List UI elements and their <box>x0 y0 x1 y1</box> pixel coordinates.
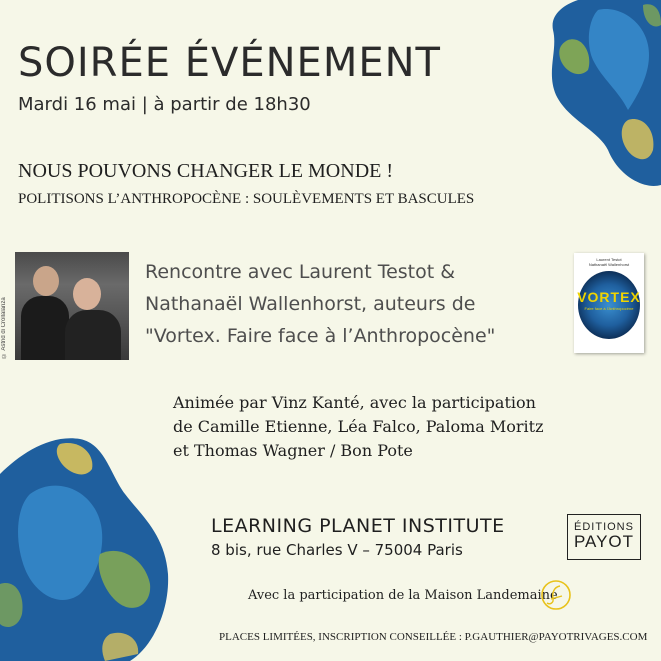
watercolor-globe-bottom-left <box>0 434 170 661</box>
meeting-line: Nathanaël Wallenhorst, auteurs de <box>145 293 476 315</box>
event-title: SOIRÉE ÉVÉNEMENT <box>18 40 441 86</box>
book-authors: Laurent Testot Nathanaël Wallenhorst <box>588 257 630 267</box>
footer-info: PLACES LIMITÉES, INSCRIPTION CONSEILLÉE : P.GAUTHIER@PAYOTRIVAGES.COM <box>219 631 648 643</box>
book-subtitle: Faire face à l’Anthropocène <box>584 306 634 311</box>
sub-headline: POLITISONS L’ANTHROPOCÈNE : SOULÈVEMENTS ET BASCULES <box>18 191 475 207</box>
book-cover <box>574 253 644 353</box>
headline: NOUS POUVONS CHANGER LE MONDE ! <box>18 160 394 182</box>
authors-photo <box>15 252 129 360</box>
venue-address: 8 bis, rue Charles V – 75004 Paris <box>211 541 463 559</box>
vortex-globe-icon <box>578 271 640 339</box>
meeting-line: "Vortex. Faire face à l’Anthropocène" <box>145 325 496 347</box>
animation-text <box>173 391 643 463</box>
event-date: Mardi 16 mai | à partir de 18h30 <box>18 94 311 115</box>
venue-name: LEARNING PLANET INSTITUTE <box>211 515 505 537</box>
meeting-text <box>145 256 565 352</box>
animation-line: et Thomas Wagner / Bon Pote <box>173 441 413 460</box>
photo-credit: © Astrid di Crollalanza <box>1 297 7 358</box>
book-title: VORTEX <box>577 289 641 305</box>
logo-line-2: PAYOT <box>573 532 635 551</box>
animation-line: Animée par Vinz Kanté, avec la participation <box>173 393 536 412</box>
partner-text: Avec la participation de la Maison Landemaine <box>248 588 558 603</box>
animation-line: de Camille Etienne, Léa Falco, Paloma Moritz <box>173 417 544 436</box>
logo-line-1: ÉDITIONS <box>574 521 634 533</box>
meeting-line: Rencontre avec Laurent Testot & <box>145 261 456 283</box>
landemaine-logo-icon <box>540 579 572 611</box>
watercolor-globe-top-right <box>548 0 661 195</box>
editions-payot-logo <box>567 514 641 560</box>
